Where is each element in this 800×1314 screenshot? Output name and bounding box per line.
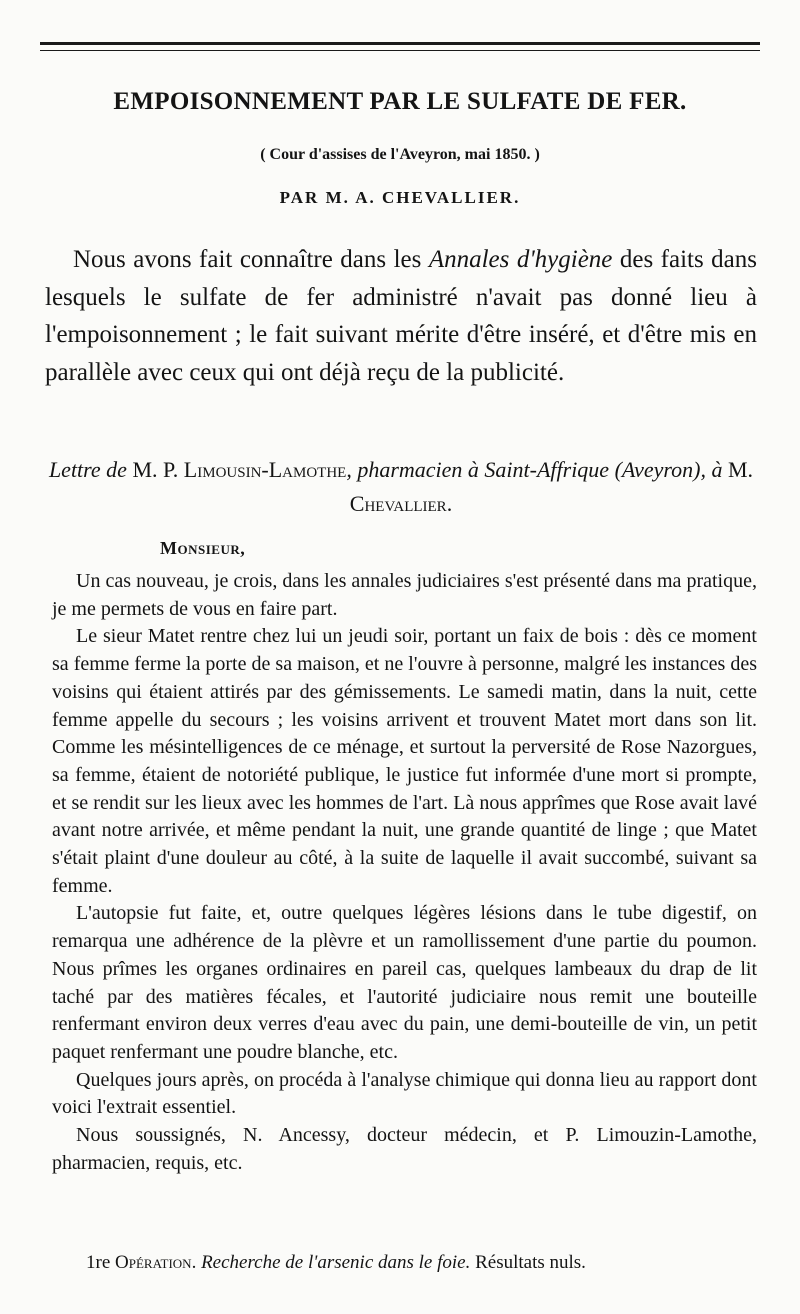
letter-place: (Aveyron)	[609, 457, 701, 482]
body-paragraph: Le sieur Matet rentre chez lui un jeudi soir, portant un faix de bois : dès ce moment sa femme ferme la porte de sa maison, et ne l'ouvre à personne, malgré les instances des voisins qui étaient attirés par des gémissements. Le samedi matin, dans la nuit, cette femme appelle du secours ; les voisins arrivent et trouvent Matet mort dans son lit. Comme les mésintelligences de ce ménage, et surtout la perversité de Rose Nazorgues, sa femme, étaient de notoriété publique, le justice fut informée d'une mort si prompte, et se rendit sur les lieux avec les hommes de l'art. Là nous apprîmes que Rose avait lavé avant notre arrivée, et même pendant la nuit, une grande quantité de linge ; que Matet s'était plaint d'une douleur au côté, à la suite de laquelle il avait succombé, suivant sa femme.	[52, 625, 757, 897]
intro-text-2: des faits dans lesquels le sulfate de fer administré n'avait pas donné lieu à l'empoisonnement ; le fait suivant mérite d'être inséré, et d'être mis en parallèle avec ceux qui ont déjà reçu de la publicité.	[45, 246, 757, 386]
article-title: EMPOISONNEMENT PAR LE SULFATE DE FER.	[113, 88, 687, 115]
top-rule-thin	[40, 50, 760, 51]
top-rule	[40, 42, 760, 45]
operation-number: 1re	[86, 1252, 111, 1273]
letter-author: Limousin-Lamothe	[183, 457, 347, 482]
letter-m1: M. P.	[126, 457, 184, 482]
letter-body	[52, 568, 757, 1177]
body-paragraph: L'autopsie fut faite, et, outre quelques légères lésions dans le tube digestif, on remarqua une adhérence de la plèvre et un ramollissement d'une partie du poumon. Nous prîmes les organes ordinaires en pareil cas, quelques lambeaux du drap de lit taché par des matières fécales, et l'autorité judiciaire nous remit une bouteille renfermant environ deux verres d'eau avec du pain, une demi-bouteille de vin, un petit paquet renfermant une poudre blanche, etc.	[52, 902, 757, 1063]
article-subtitle: ( Cour d'assises de l'Aveyron, mai 1850. )	[260, 146, 540, 163]
body-paragraph: Un cas nouveau, je crois, dans les annales judiciaires s'est présenté dans ma pratique, je me permets de vous en faire part.	[52, 570, 757, 620]
body-paragraph: Quelques jours après, on procéda à l'analyse chimique qui donna lieu au rapport dont voici l'extrait essentiel.	[52, 1068, 757, 1119]
intro-text-1: Nous avons fait connaître dans les	[73, 246, 429, 273]
operation-label: Opération.	[110, 1252, 197, 1273]
salutation: Monsieur,	[160, 538, 246, 558]
operation-subject: Recherche de l'arsenic dans le foie.	[196, 1252, 471, 1273]
letter-m2: M.	[722, 457, 754, 482]
journal-name: Annales d'hygiène	[428, 246, 613, 273]
letter-heading	[45, 453, 757, 521]
letter-a: , à	[700, 457, 723, 482]
letter-role: , pharmacien à Saint-Affrique	[346, 457, 610, 482]
operation-line	[52, 1250, 757, 1276]
letter-end: .	[446, 491, 453, 516]
letter-recipient: Chevallier	[349, 491, 447, 516]
operation-result: Résultats nuls.	[470, 1252, 586, 1273]
article-byline: PAR M. A. CHEVALLIER.	[279, 188, 521, 207]
letter-word: Lettre de	[48, 457, 127, 482]
intro-paragraph	[45, 241, 757, 391]
body-paragraph: Nous soussignés, N. Ancessy, docteur médecin, et P. Limouzin-Lamothe, pharmacien, requis, etc.	[52, 1124, 757, 1174]
